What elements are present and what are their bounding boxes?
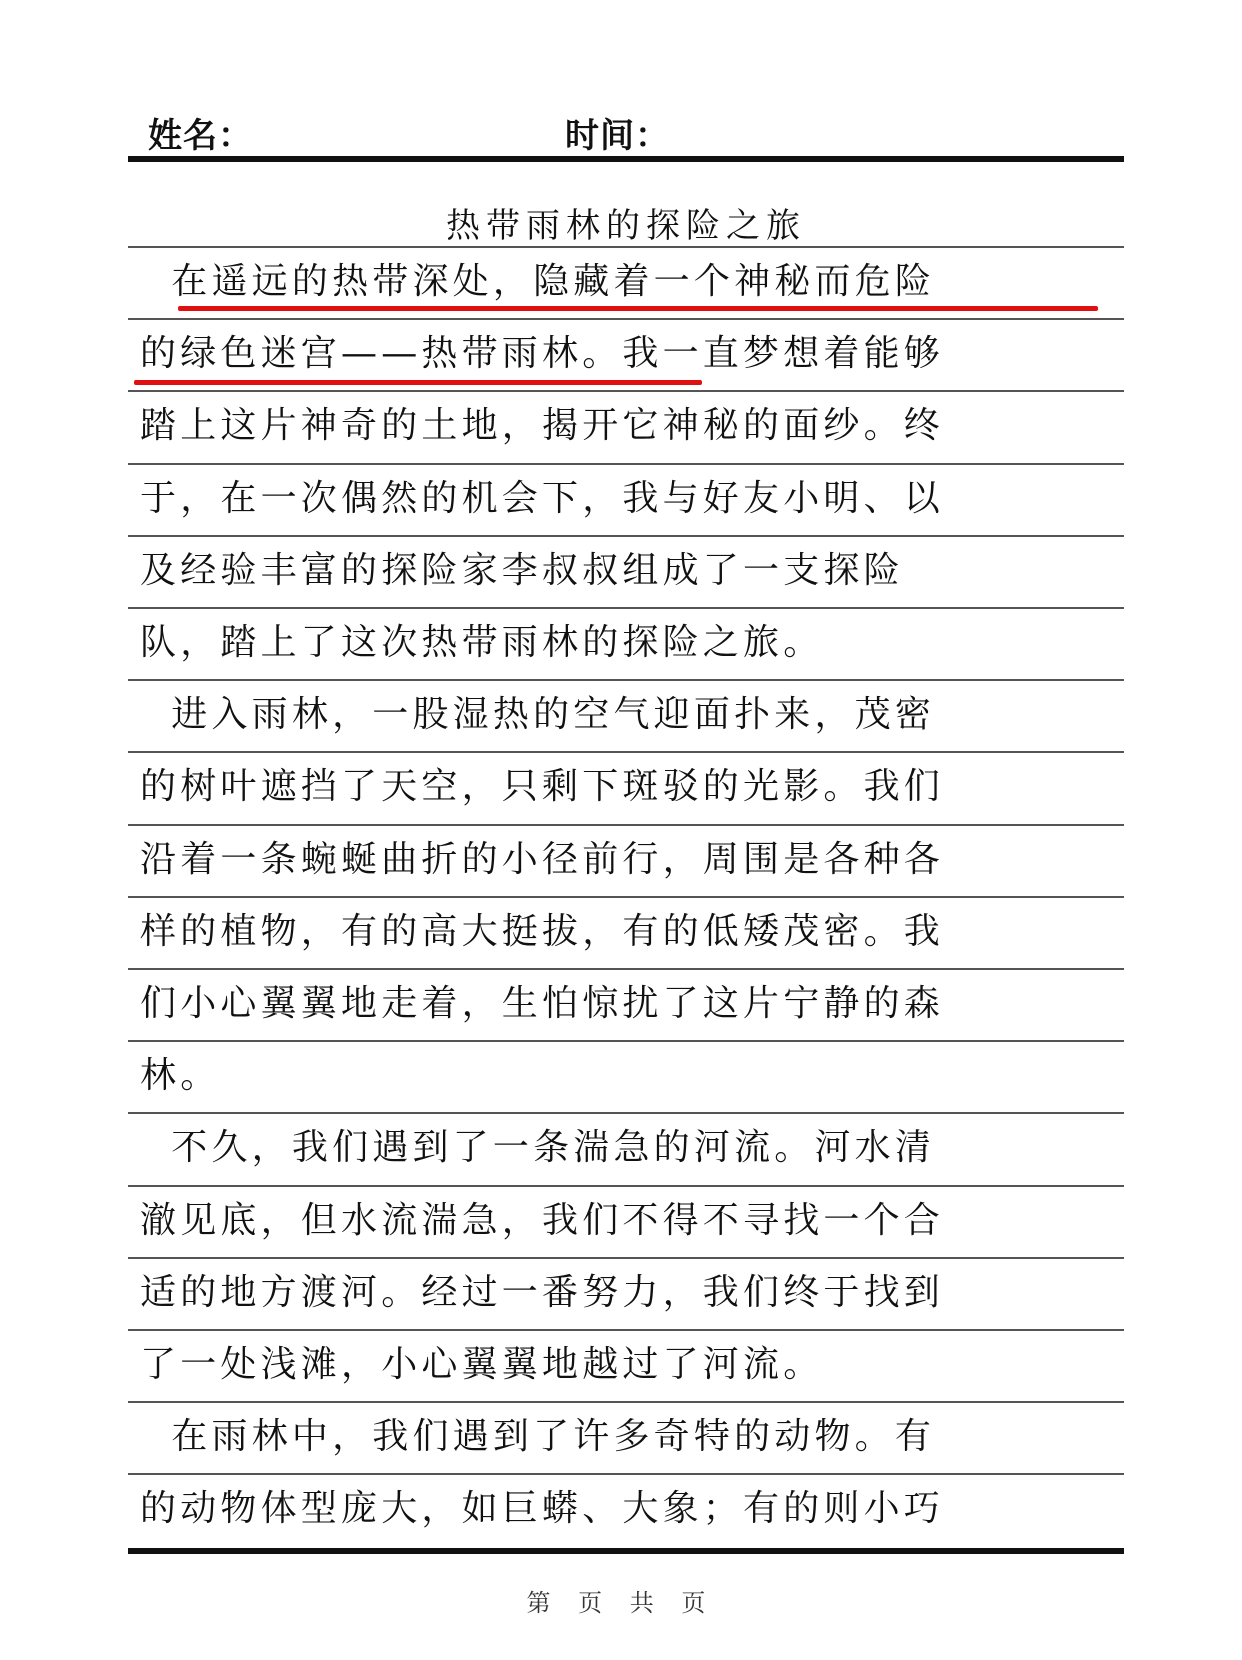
essay-line: 及经验丰富的探险家李叔叔组成了一支探险: [140, 549, 904, 591]
ruled-line: [128, 968, 1124, 970]
ruled-line: [128, 824, 1124, 826]
ruled-line: [128, 1257, 1124, 1259]
essay-line: 样的植物，有的高大挺拔，有的低矮茂密。我: [140, 910, 945, 952]
ruled-line: [128, 535, 1124, 537]
ruled-line: [128, 318, 1124, 320]
essay-line: 的绿色迷宫——热带雨林。我一直梦想着能够: [140, 333, 945, 375]
essay-line: 适的地方渡河。经过一番努力，我们终于找到: [140, 1271, 945, 1313]
essay-line: 于，在一次偶然的机会下，我与好友小明、以: [140, 477, 945, 519]
document-title: 热带雨林的探险之旅: [446, 206, 806, 246]
time-label: 时间：: [565, 116, 670, 156]
ruled-line: [128, 896, 1124, 898]
ruled-line: [128, 1401, 1124, 1403]
ruled-line: [128, 1112, 1124, 1114]
ruled-line: [128, 1040, 1124, 1042]
essay-line: 踏上这片神奇的土地，揭开它神秘的面纱。终: [140, 405, 945, 447]
ruled-line: [128, 1473, 1124, 1475]
footer-rule: [128, 1548, 1124, 1554]
ruled-line: [128, 751, 1124, 753]
essay-line: 进入雨林，一股湿热的空气迎面扑来，茂密: [140, 694, 936, 736]
name-label: 姓名：: [148, 116, 253, 156]
red-underline: [134, 380, 702, 385]
essay-line: 不久，我们遇到了一条湍急的河流。河水清: [140, 1127, 936, 1169]
red-underline: [178, 306, 1098, 311]
essay-line: 了一处浅滩，小心翼翼地越过了河流。: [140, 1344, 824, 1385]
essay-line: 林。: [140, 1055, 221, 1097]
ruled-line: [128, 607, 1124, 609]
ruled-line: [128, 463, 1124, 465]
essay-line: 沿着一条蜿蜒曲折的小径前行，周围是各种各: [140, 838, 945, 880]
ruled-line: [128, 679, 1124, 681]
essay-line: 队，踏上了这次热带雨林的探险之旅。: [140, 622, 824, 663]
essay-line: 们小心翼翼地走着，生怕惊扰了这片宁静的森: [140, 983, 945, 1024]
essay-line: 澈见底，但水流湍急，我们不得不寻找一个合: [140, 1199, 945, 1241]
ruled-line: [128, 246, 1124, 248]
page-footer: 第 页 共 页: [526, 1589, 716, 1617]
ruled-line: [128, 1185, 1124, 1187]
essay-line: 在雨林中，我们遇到了许多奇特的动物。有: [140, 1416, 936, 1458]
essay-line: 的树叶遮挡了天空，只剩下斑驳的光影。我们: [140, 766, 945, 808]
ruled-line: [128, 1329, 1124, 1331]
essay-line: 的动物体型庞大，如巨蟒、大象；有的则小巧: [140, 1488, 945, 1530]
ruled-line: [128, 390, 1124, 392]
essay-line: 在遥远的热带深处，隐藏着一个神秘而危险: [140, 261, 936, 302]
header-rule: [128, 156, 1124, 162]
